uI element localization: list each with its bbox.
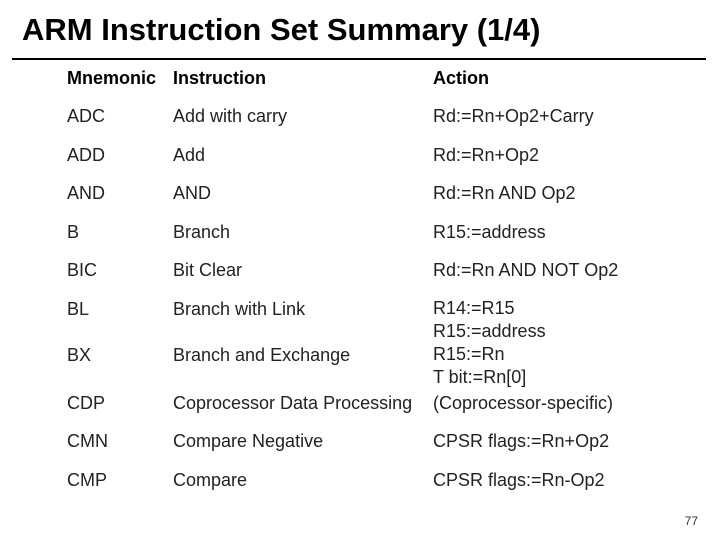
mnemonic-cell: CDP xyxy=(67,392,106,413)
page-number: 77 xyxy=(684,514,698,528)
action-line: T bit:=Rn[0] xyxy=(433,366,527,387)
mnemonic-cell: CMP xyxy=(67,469,107,490)
instruction-cell: AND xyxy=(173,183,212,203)
action-line: R14:=R15 xyxy=(433,297,515,318)
action-cell: (Coprocessor-specific) xyxy=(433,392,614,413)
instruction-cell: Compare Negative xyxy=(173,431,324,451)
action-cell: Rd:=Rn AND NOT Op2 xyxy=(433,260,619,280)
instruction-cell: Add xyxy=(173,144,206,165)
header-instruction: Instruction xyxy=(173,68,266,88)
action-cell: Rd:=Rn AND Op2 xyxy=(433,183,576,203)
instruction-cell: Branch xyxy=(173,221,231,242)
mnemonic-cell: BIC xyxy=(67,260,98,280)
mnemonic-cell: AND xyxy=(67,183,106,203)
mnemonic-cell-bx: BX xyxy=(67,344,92,365)
header-action: Action xyxy=(433,68,489,88)
instruction-cell: Bit Clear xyxy=(173,260,243,280)
mnemonic-cell: B xyxy=(67,221,80,242)
action-line: R15:=address xyxy=(433,320,546,341)
mnemonic-cell: ADC xyxy=(67,106,106,126)
instruction-cell: Compare xyxy=(173,469,248,490)
title-divider xyxy=(12,58,706,60)
header-mnemonic: Mnemonic xyxy=(67,68,157,88)
action-cell: R15:=address xyxy=(433,221,546,242)
instruction-cell: Add with carry xyxy=(173,106,288,126)
instruction-cell-bx: Branch and Exchange xyxy=(173,344,351,365)
action-cell: Rd:=Rn+Op2+Carry xyxy=(433,106,594,126)
mnemonic-cell: ADD xyxy=(67,144,106,165)
slide-title: ARM Instruction Set Summary (1/4) xyxy=(22,12,541,47)
action-cell: CPSR flags:=Rn-Op2 xyxy=(433,469,605,490)
action-cell-bl-bx xyxy=(433,297,546,389)
action-cell: Rd:=Rn+Op2 xyxy=(433,144,540,165)
instruction-cell: Coprocessor Data Processing xyxy=(173,392,413,413)
mnemonic-cell: CMN xyxy=(67,431,108,451)
mnemonic-cell-bl: BL xyxy=(67,298,90,319)
action-line: R15:=Rn xyxy=(433,343,505,364)
instruction-cell-bl: Branch with Link xyxy=(173,298,306,319)
action-cell: CPSR flags:=Rn+Op2 xyxy=(433,431,610,451)
